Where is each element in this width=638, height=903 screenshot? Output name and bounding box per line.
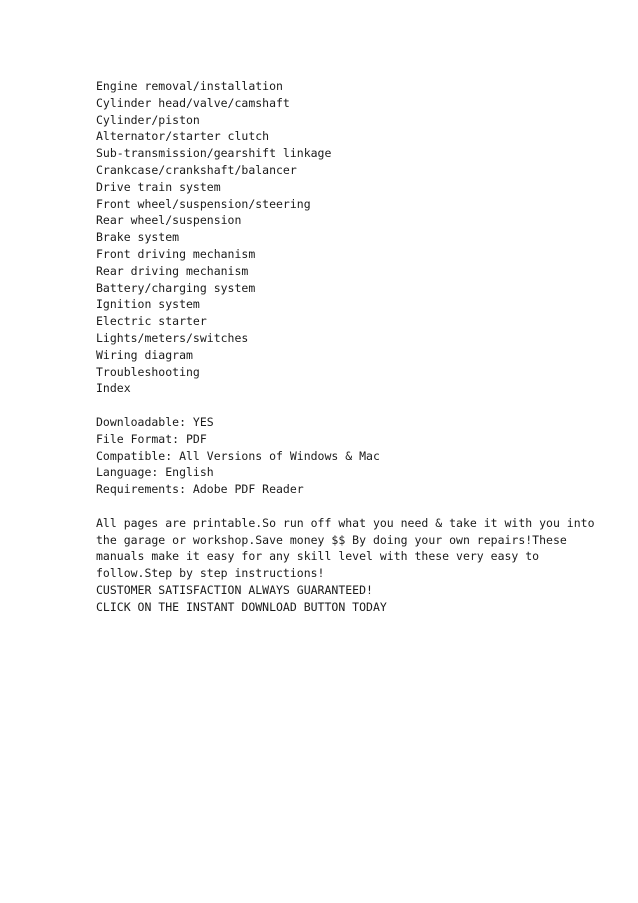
closing-paragraph-line: All pages are printable.So run off what you need & take it with you into: [96, 515, 595, 530]
toc-item: Rear wheel/suspension: [96, 213, 242, 228]
toc-item: Engine removal/installation: [96, 79, 283, 93]
spacer: [96, 397, 556, 414]
toc-item: Index: [96, 381, 131, 396]
toc-item: Battery/charging system: [96, 280, 256, 295]
toc-item: Front wheel/suspension/steering: [96, 196, 311, 211]
guarantee-text: CUSTOMER SATISFACTION ALWAYS GUARANTEED!: [96, 582, 373, 597]
toc-item: Drive train system: [96, 179, 221, 194]
toc-item: Cylinder/piston: [96, 112, 200, 127]
toc-item: Wiring diagram: [96, 347, 193, 362]
spec-compatible: Compatible: All Versions of Windows & Mac: [96, 448, 380, 463]
toc-item: Electric starter: [96, 314, 207, 329]
toc-list: [96, 78, 556, 397]
toc-item: Troubleshooting: [96, 364, 200, 379]
toc-item: Cylinder head/valve/camshaft: [96, 95, 290, 110]
toc-item: Rear driving mechanism: [96, 263, 249, 278]
toc-item: Alternator/starter clutch: [96, 129, 270, 144]
spec-requirements: Requirements: Adobe PDF Reader: [96, 482, 304, 497]
toc-item: Sub-transmission/gearshift linkage: [96, 146, 332, 161]
spec-language: Language: English: [96, 465, 214, 480]
toc-item: Front driving mechanism: [96, 246, 256, 261]
document-content: [96, 78, 595, 616]
toc-item: Lights/meters/switches: [96, 330, 249, 345]
spacer: [96, 498, 556, 515]
spec-file-format: File Format: PDF: [96, 431, 207, 446]
spec-downloadable: Downloadable: YES: [96, 414, 214, 429]
call-to-action-text: CLICK ON THE INSTANT DOWNLOAD BUTTON TODAY: [96, 599, 387, 614]
closing-paragraph-line: the garage or workshop.Save money $$ By doing your own repairs!These: [96, 532, 567, 547]
toc-item: Crankcase/crankshaft/balancer: [96, 162, 297, 177]
closing-paragraph-line: manuals make it easy for any skill level with these very easy to: [96, 549, 540, 564]
toc-item: Ignition system: [96, 297, 200, 312]
closing-paragraph-line: follow.Step by step instructions!: [96, 566, 325, 581]
toc-item: Brake system: [96, 230, 180, 245]
closing-section: [96, 515, 595, 616]
specs-list: [96, 414, 556, 498]
